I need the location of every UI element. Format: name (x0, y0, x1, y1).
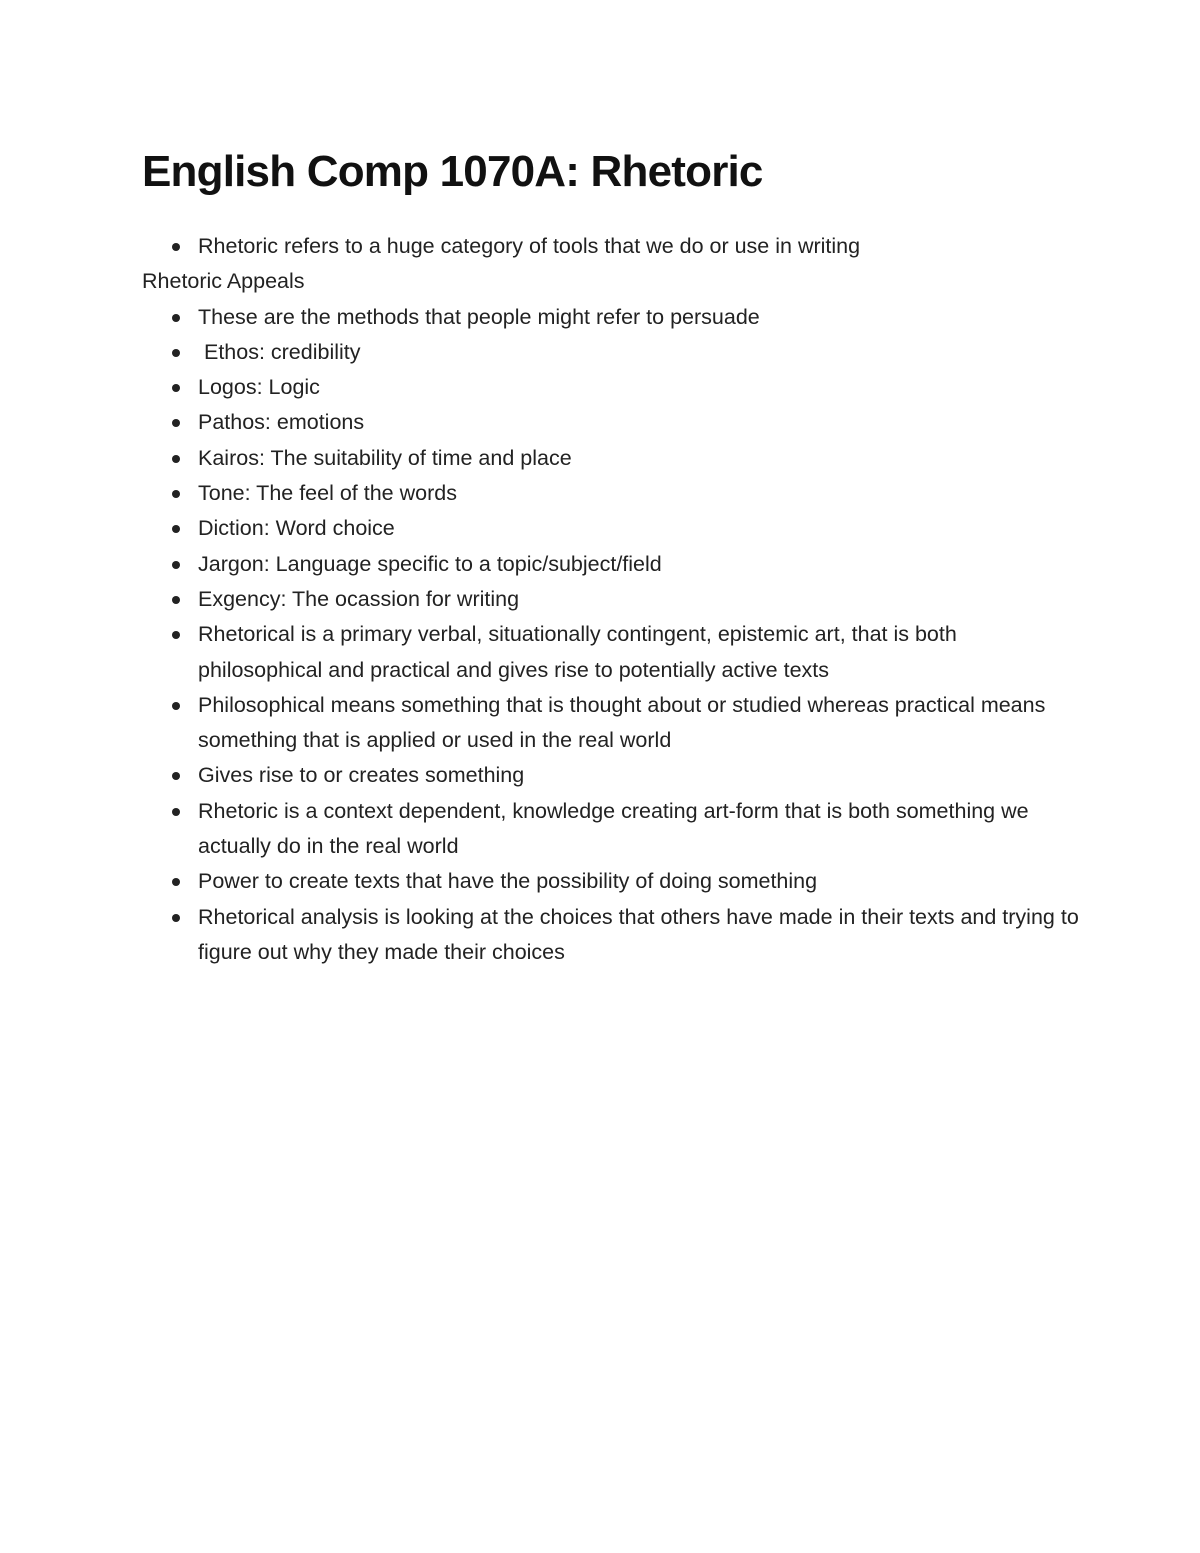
document-body (142, 229, 1082, 970)
list-item (142, 794, 1082, 865)
list-item (142, 688, 1082, 759)
list-item (142, 441, 1082, 476)
bullet-icon (172, 702, 180, 710)
document-title: English Comp 1070A: Rhetoric (142, 147, 763, 196)
bullet-icon (172, 455, 180, 463)
list-item (142, 370, 1082, 405)
bullet-icon (172, 772, 180, 780)
list-item-text: Jargon: Language specific to a topic/subject/field (198, 551, 662, 576)
list-item (142, 405, 1082, 440)
intro-bullet-list (142, 229, 1082, 264)
list-item-text: Rhetoric is a context dependent, knowledge creating art-form that is both something we actually do in the real world (198, 798, 1029, 859)
bullet-icon (172, 878, 180, 886)
list-item (142, 229, 1082, 264)
appeals-bullet-list (142, 300, 1082, 971)
document-page (142, 140, 1082, 970)
bullet-icon (172, 808, 180, 816)
bullet-icon (172, 384, 180, 392)
list-item (142, 300, 1082, 335)
list-item-text: Rhetorical analysis is looking at the choices that others have made in their texts and trying to figure out why they made their choices (198, 904, 1079, 964)
list-item-text: Logos: Logic (198, 375, 320, 400)
bullet-icon (172, 561, 180, 569)
bullet-icon (172, 525, 180, 533)
list-item (142, 476, 1082, 511)
list-item (142, 335, 1082, 370)
list-item-text: Power to create texts that have the possibility of doing something (198, 869, 818, 894)
list-item-text: Diction: Word choice (198, 516, 395, 541)
bullet-icon (172, 349, 180, 357)
section-heading: Rhetoric Appeals (142, 269, 305, 294)
list-item-text: Pathos: emotions (198, 410, 365, 435)
list-item-text: Tone: The feel of the words (198, 481, 457, 506)
bullet-icon (172, 314, 180, 322)
list-item (142, 758, 1082, 793)
list-item-text: Kairos: The suitability of time and place (198, 445, 572, 470)
bullet-icon (172, 914, 180, 922)
bullet-icon (172, 631, 180, 639)
list-item (142, 582, 1082, 617)
list-item-text: These are the methods that people might refer to persuade (198, 304, 760, 329)
bullet-icon (172, 243, 180, 251)
list-item-text: Philosophical means something that is thought about or studied whereas practical means something that is applied or used in the real world (198, 692, 1046, 753)
list-item-text: Gives rise to or creates something (198, 763, 525, 788)
list-item-text: Rhetoric refers to a huge category of tools that we do or use in writing (198, 234, 861, 258)
list-item (142, 547, 1082, 582)
list-item (142, 864, 1082, 899)
bullet-icon (172, 596, 180, 604)
list-item-text: Rhetorical is a primary verbal, situationally contingent, epistemic art, that is both philosophical and practical and gives rise to potentially active texts (198, 622, 957, 682)
list-item-text: Exgency: The ocassion for writing (198, 586, 520, 611)
bullet-icon (172, 490, 180, 498)
list-item (142, 617, 1082, 688)
list-item (142, 511, 1082, 546)
list-item-text: Ethos: credibility (198, 339, 361, 364)
list-item (142, 900, 1082, 971)
bullet-icon (172, 419, 180, 427)
